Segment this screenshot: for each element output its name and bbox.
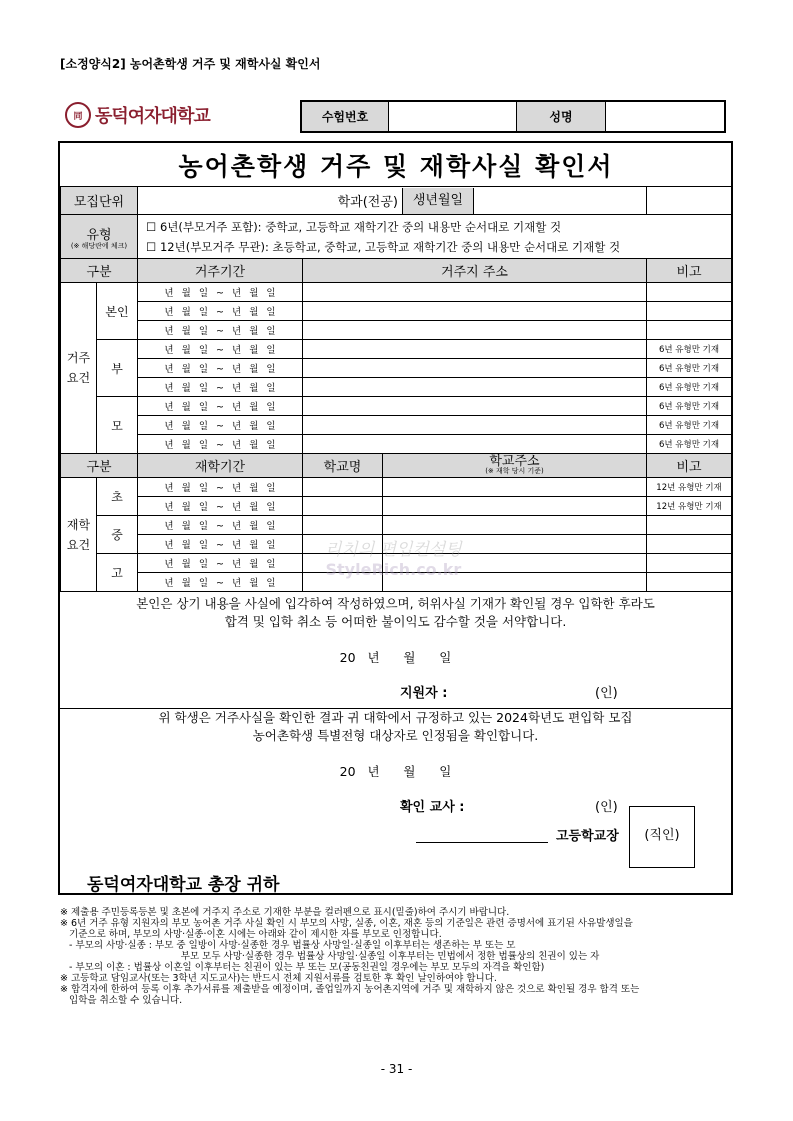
address-field[interactable]	[303, 321, 647, 340]
period-field[interactable]: 년 월 일 ~ 년 월 일	[138, 478, 303, 497]
page-number: - 31 -	[380, 1062, 413, 1076]
school-name-field[interactable]	[303, 554, 383, 573]
type-label-cell	[61, 215, 138, 259]
note-field[interactable]: 6년 유형만 기재	[647, 340, 732, 359]
note-line: 입학을 취소할 수 있습니다.	[60, 995, 183, 1006]
type-options	[138, 215, 732, 259]
note-line: ※ 고등학교 담임교사(또는 3학년 지도교사)는 반드시 전체 지원서류를 검토한 후 확인 날인하여야 합니다.	[60, 973, 497, 984]
residence-row	[61, 397, 732, 416]
note-field[interactable]: 12년 유형만 기재	[647, 478, 732, 497]
residence-row	[61, 340, 732, 359]
note-field[interactable]	[647, 573, 732, 592]
checkbox-icon[interactable]: ☐	[146, 239, 157, 254]
group-label-line: 재학	[66, 517, 91, 532]
school-address-field[interactable]	[383, 554, 647, 573]
residence-header-address: 거주지 주소	[303, 259, 647, 283]
form-table	[60, 143, 732, 592]
residence-header-category: 구분	[61, 259, 138, 283]
note-field[interactable]	[647, 302, 732, 321]
period-field[interactable]: 년 월 일 ~ 년 월 일	[138, 359, 303, 378]
school-address-field[interactable]	[383, 478, 647, 497]
watermark-line-2: StyleRich.co.kr	[325, 560, 462, 579]
principal-label: 고등학교장	[556, 829, 619, 844]
group-label-line: 거주	[66, 351, 91, 365]
note-field[interactable]	[647, 554, 732, 573]
residence-subgroup-label: 부	[97, 340, 138, 397]
pledge-line-1: 본인은 상기 내용을 사실에 입각하여 작성하였으며, 허위사실 기재가 확인될 경우 입학한 후라도	[136, 596, 655, 611]
residence-subgroup-label: 모	[97, 397, 138, 454]
school-address-field[interactable]	[383, 573, 647, 592]
watermark-line-1: 리치의 편입컨설팅	[325, 540, 462, 560]
birth-label: 생년월일	[402, 188, 474, 214]
seal-icon: 同	[65, 102, 91, 128]
address-field[interactable]	[303, 359, 647, 378]
address-field[interactable]	[303, 378, 647, 397]
residence-group-label	[61, 283, 97, 454]
school-name-field[interactable]	[303, 497, 383, 516]
school-row	[61, 478, 732, 497]
dept-suffix: 학과(전공)	[337, 195, 398, 210]
form-label: [소정양식2] 농어촌학생 거주 및 재학사실 확인서	[60, 57, 321, 71]
note-field[interactable]	[647, 283, 732, 302]
school-header-address-cell	[383, 454, 647, 478]
applicant-seal[interactable]: (인)	[595, 686, 618, 701]
period-field[interactable]: 년 월 일 ~ 년 월 일	[138, 302, 303, 321]
period-field[interactable]: 년 월 일 ~ 년 월 일	[138, 397, 303, 416]
period-field[interactable]: 년 월 일 ~ 년 월 일	[138, 516, 303, 535]
address-field[interactable]	[303, 283, 647, 302]
school-header-address-sub: (※ 재학 당시 기준)	[485, 467, 544, 475]
residence-row	[61, 302, 732, 321]
address-field[interactable]	[303, 302, 647, 321]
school-subgroup-label: 초	[97, 478, 138, 516]
period-field[interactable]: 년 월 일 ~ 년 월 일	[138, 321, 303, 340]
name-field[interactable]	[606, 101, 726, 132]
confirm-section	[60, 709, 731, 895]
group-label-line: 요건	[66, 537, 91, 552]
note-field[interactable]: 6년 유형만 기재	[647, 378, 732, 397]
school-name-field[interactable]	[303, 478, 383, 497]
period-field[interactable]: 년 월 일 ~ 년 월 일	[138, 340, 303, 359]
note-field[interactable]: 6년 유형만 기재	[647, 435, 732, 454]
university-logo	[65, 102, 210, 128]
period-field[interactable]: 년 월 일 ~ 년 월 일	[138, 435, 303, 454]
teacher-label: 확인 교사 :	[400, 800, 465, 815]
period-field[interactable]: 년 월 일 ~ 년 월 일	[138, 554, 303, 573]
exam-no-field[interactable]	[389, 101, 517, 132]
confirm-line-2: 농어촌학생 특별전형 대상자로 인정됨을 확인합니다.	[252, 728, 539, 743]
note-line: - 부모의 사망·실종 : 부모 중 일방이 사망·실종한 경우 법률상 사망일·실종일 이후부터는 생존하는 부 또는 모	[60, 940, 516, 951]
address-field[interactable]	[303, 435, 647, 454]
residence-row	[61, 283, 732, 302]
exam-no-label: 수험번호	[301, 101, 389, 132]
type-sublabel: (※ 해당란에 체크)	[70, 241, 128, 250]
type-option-label: 12년(부모거주 무관): 초등학교, 중학교, 고등학교 재학기간 중의 내용만 순서대로 기재할 것	[159, 239, 621, 254]
period-field[interactable]: 년 월 일 ~ 년 월 일	[138, 497, 303, 516]
note-field[interactable]: 6년 유형만 기재	[647, 397, 732, 416]
school-header-address: 학교주소	[489, 454, 540, 469]
note-field[interactable]	[647, 535, 732, 554]
confirm-date[interactable]: 20 년 월 일	[339, 764, 452, 779]
residence-row	[61, 359, 732, 378]
applicant-id-table	[300, 100, 726, 133]
note-field[interactable]: 12년 유형만 기재	[647, 497, 732, 516]
period-field[interactable]: 년 월 일 ~ 년 월 일	[138, 573, 303, 592]
type-label: 유형	[86, 227, 112, 243]
note-field[interactable]	[647, 516, 732, 535]
confirm-line-1: 위 학생은 거주사실을 확인한 결과 귀 대학에서 규정하고 있는 2024학년도 편입학 모집	[158, 710, 633, 725]
pledge-section	[60, 595, 731, 701]
school-name-field[interactable]	[303, 535, 383, 554]
school-address-field[interactable]	[383, 535, 647, 554]
pledge-date[interactable]: 20 년 월 일	[339, 650, 452, 665]
school-address-field[interactable]	[383, 516, 647, 535]
school-header-note: 비고	[647, 454, 732, 478]
school-name-line[interactable]	[416, 842, 548, 843]
address-field[interactable]	[303, 340, 647, 359]
group-label-line: 요건	[66, 371, 91, 385]
unit-field[interactable]	[138, 187, 647, 215]
addressee: 동덕여자대학교 총장 귀하	[87, 875, 280, 895]
address-field[interactable]	[303, 397, 647, 416]
residence-row	[61, 416, 732, 435]
residence-subgroup-label: 본인	[97, 283, 138, 340]
note-line: - 부모의 이혼 : 법률상 이혼일 이후부터는 친권이 있는 부 또는 모(공동친권일 경우에는 부모 모두의 자격을 확인함)	[60, 962, 545, 973]
period-field[interactable]: 년 월 일 ~ 년 월 일	[138, 378, 303, 397]
residence-header-period: 거주기간	[138, 259, 303, 283]
residence-header-note: 비고	[647, 259, 732, 283]
note-line: 기준으로 하며, 부모의 사망·실종·이혼 시에는 아래와 같이 제시한 자를 부모로 인정합니다.	[60, 929, 442, 940]
residence-row	[61, 435, 732, 454]
official-seal-box[interactable]: (직인)	[629, 806, 695, 868]
school-header-period: 재학기간	[138, 454, 303, 478]
school-row	[61, 535, 732, 554]
applicant-label: 지원자 :	[400, 686, 448, 701]
period-field[interactable]: 년 월 일 ~ 년 월 일	[138, 535, 303, 554]
school-row	[61, 497, 732, 516]
school-row	[61, 554, 732, 573]
teacher-seal[interactable]: (인)	[595, 800, 618, 815]
school-subgroup-label: 고	[97, 554, 138, 592]
school-header-category: 구분	[61, 454, 138, 478]
school-header-name: 학교명	[303, 454, 383, 478]
notes	[60, 907, 740, 1006]
period-field[interactable]: 년 월 일 ~ 년 월 일	[138, 416, 303, 435]
address-field[interactable]	[303, 416, 647, 435]
residence-row	[61, 378, 732, 397]
document-title: 농어촌학생 거주 및 재학사실 확인서	[61, 143, 732, 187]
form-box	[58, 141, 733, 895]
note-line: ※ 6년 거주 유형 지원자의 부모 농어촌 거주 사실 확인 시 부모의 사망, 실종, 이혼, 재혼 등의 기준일은 관련 증명서에 표기된 사유발생일을	[60, 918, 633, 929]
residence-row	[61, 321, 732, 340]
unit-label: 모집단위	[61, 187, 138, 215]
note-line: ※ 제출용 주민등록등본 및 초본에 거주지 주소로 기재한 부분을 컬러펜으로 표시(밑줄)하여 주시기 바랍니다.	[60, 907, 510, 918]
logo-text: 동덕여자대학교	[95, 106, 210, 127]
birth-field-end[interactable]	[647, 187, 732, 215]
school-name-field[interactable]	[303, 516, 383, 535]
note-field[interactable]: 6년 유형만 기재	[647, 359, 732, 378]
checkbox-icon[interactable]: ☐	[146, 219, 157, 234]
school-subgroup-label: 중	[97, 516, 138, 554]
note-field[interactable]: 6년 유형만 기재	[647, 416, 732, 435]
type-option-12yr[interactable]	[146, 237, 731, 257]
school-address-field[interactable]	[383, 497, 647, 516]
name-label: 성명	[517, 101, 606, 132]
note-line: ※ 합격자에 한하여 등록 이후 추가서류를 제출받을 예정이며, 졸업일까지 농어촌지역에 거주 및 재학하지 않은 것으로 확인될 경우 합격 또는	[60, 984, 640, 995]
school-row	[61, 573, 732, 592]
period-field[interactable]: 년 월 일 ~ 년 월 일	[138, 283, 303, 302]
type-option-6yr[interactable]	[146, 217, 731, 237]
school-group-label	[61, 478, 97, 592]
note-line: 부모 모두 사망·실종한 경우 법률상 사망일·실종일 이후부터는 민법에서 정한 법률상의 친권이 있는 자	[60, 951, 600, 962]
type-option-label: 6년(부모거주 포함): 중학교, 고등학교 재학기간 중의 내용만 순서대로 기재할 것	[159, 219, 562, 234]
pledge-line-2: 합격 및 입학 취소 등 어떠한 불이익도 감수할 것을 서약합니다.	[224, 614, 567, 629]
note-field[interactable]	[647, 321, 732, 340]
school-row	[61, 516, 732, 535]
school-name-field[interactable]	[303, 573, 383, 592]
